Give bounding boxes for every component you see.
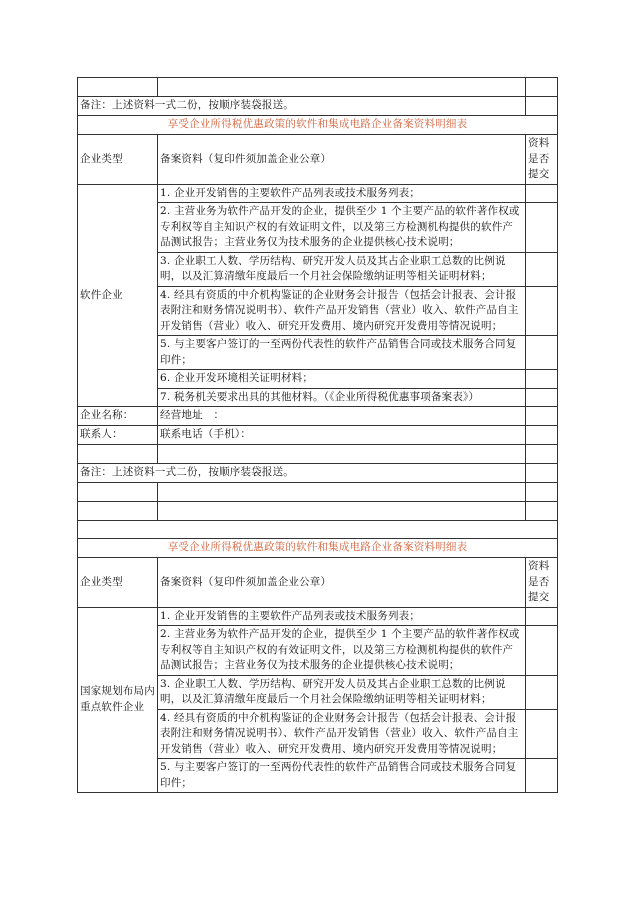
blank-cell <box>526 483 558 502</box>
contact-person-label: 联系人： <box>78 426 158 445</box>
material-item: 2. 主营业务为软件产品开发的企业，提供至少 1 个主要产品的软件著作权或专利权等自主知识产权的有效证明文件，以及第三方检测机构提供的软件产品测试报告；主营业务仅为技术服务的企业提供核心技术说明； <box>158 626 526 676</box>
material-item: 7. 税务机关要求出具的其他材料。（《企业所得税优惠事项备案表》） <box>158 388 526 407</box>
remark-text: 备注：上述资料一式二份，按顺序装袋报送。 <box>78 464 526 483</box>
remark-text: 备注：上述资料一式二份，按顺序装袋报送。 <box>78 97 526 116</box>
blank-cell <box>78 483 158 502</box>
material-item: 6. 企业开发环境相关证明材料； <box>158 370 526 389</box>
blank-cell <box>158 445 526 464</box>
submit-checkbox-cell[interactable] <box>526 759 558 793</box>
table-title: 享受企业所得税优惠政策的软件和集成电路企业备案资料明细表 <box>78 539 558 558</box>
contact-phone-label: 联系电话（手机）： <box>158 426 526 445</box>
item-row <box>78 184 558 203</box>
submit-checkbox-cell[interactable] <box>526 370 558 389</box>
item-row <box>78 607 558 626</box>
submit-checkbox-cell[interactable] <box>526 675 558 709</box>
blank-cell <box>158 502 526 521</box>
material-item: 3. 企业职工人数、学历结构、研究开发人员及其占企业职工总数的比例说明，以及汇算清缴年度最后一个月社会保险缴纳证明等相关证明材料； <box>158 252 526 286</box>
header-submitted: 资料是否提交 <box>526 558 558 608</box>
blank-row <box>78 78 558 97</box>
company-row <box>78 407 558 426</box>
table-title: 享受企业所得税优惠政策的软件和集成电路企业备案资料明细表 <box>78 116 558 135</box>
enterprise-type-key-software: 国家规划布局内重点软件企业 <box>78 607 158 793</box>
submit-checkbox-cell[interactable] <box>526 607 558 626</box>
header-type: 企业类型 <box>78 558 158 608</box>
blank-row <box>78 502 558 521</box>
blank-cell <box>526 97 558 116</box>
blank-cell <box>78 78 158 97</box>
blank-row <box>78 445 558 464</box>
blank-cell <box>526 407 558 426</box>
blank-cell <box>158 483 526 502</box>
remark-row <box>78 97 558 116</box>
blank-cell <box>526 426 558 445</box>
blank-cell <box>78 445 158 464</box>
company-name-label: 企业名称： <box>78 407 158 426</box>
header-row <box>78 135 558 185</box>
blank-cell <box>526 502 558 521</box>
blank-cell <box>526 78 558 97</box>
business-address-label: 经营地址 ： <box>158 407 526 426</box>
blank-cell <box>78 521 558 539</box>
blank-row <box>78 521 558 539</box>
submit-checkbox-cell[interactable] <box>526 252 558 286</box>
blank-cell <box>158 78 526 97</box>
header-row <box>78 558 558 608</box>
material-item: 4. 经具有资质的中介机构鉴证的企业财务会计报告（包括会计报表、会计报表附注和财务情况说明书）、软件产品开发销售（营业）收入、软件产品自主开发销售（营业）收入、研究开发费用、境内研究开发费用等情况说明； <box>158 286 526 336</box>
header-type: 企业类型 <box>78 135 158 185</box>
submit-checkbox-cell[interactable] <box>526 203 558 253</box>
blank-cell <box>526 445 558 464</box>
material-item: 2. 主营业务为软件产品开发的企业，提供至少 1 个主要产品的软件著作权或专利权等自主知识产权的有效证明文件，以及第三方检测机构提供的软件产品测试报告；主营业务仅为技术服务的企业提供核心技术说明； <box>158 203 526 253</box>
remark-row <box>78 464 558 483</box>
header-submitted: 资料是否提交 <box>526 135 558 185</box>
header-material: 备案资料（复印件须加盖企业公章） <box>158 558 526 608</box>
blank-cell <box>526 464 558 483</box>
material-item: 3. 企业职工人数、学历结构、研究开发人员及其占企业职工总数的比例说明，以及汇算清缴年度最后一个月社会保险缴纳证明等相关证明材料； <box>158 675 526 709</box>
contact-row <box>78 426 558 445</box>
title-row <box>78 539 558 558</box>
submit-checkbox-cell[interactable] <box>526 184 558 203</box>
material-item: 5. 与主要客户签订的一至两份代表性的软件产品销售合同或技术服务合同复印件； <box>158 336 526 370</box>
submit-checkbox-cell[interactable] <box>526 388 558 407</box>
submit-checkbox-cell[interactable] <box>526 286 558 336</box>
submit-checkbox-cell[interactable] <box>526 709 558 759</box>
filing-materials-table <box>77 77 558 793</box>
material-item: 1. 企业开发销售的主要软件产品列表或技术服务列表； <box>158 184 526 203</box>
material-item: 1. 企业开发销售的主要软件产品列表或技术服务列表； <box>158 607 526 626</box>
submit-checkbox-cell[interactable] <box>526 626 558 676</box>
title-row <box>78 116 558 135</box>
material-item: 5. 与主要客户签订的一至两份代表性的软件产品销售合同或技术服务合同复印件； <box>158 759 526 793</box>
submit-checkbox-cell[interactable] <box>526 336 558 370</box>
header-material: 备案资料（复印件须加盖企业公章） <box>158 135 526 185</box>
blank-cell <box>78 502 158 521</box>
blank-row <box>78 483 558 502</box>
material-item: 4. 经具有资质的中介机构鉴证的企业财务会计报告（包括会计报表、会计报表附注和财务情况说明书）、软件产品开发销售（营业）收入、软件产品自主开发销售（营业）收入、研究开发费用、境内研究开发费用等情况说明； <box>158 709 526 759</box>
enterprise-type-software: 软件企业 <box>78 184 158 407</box>
